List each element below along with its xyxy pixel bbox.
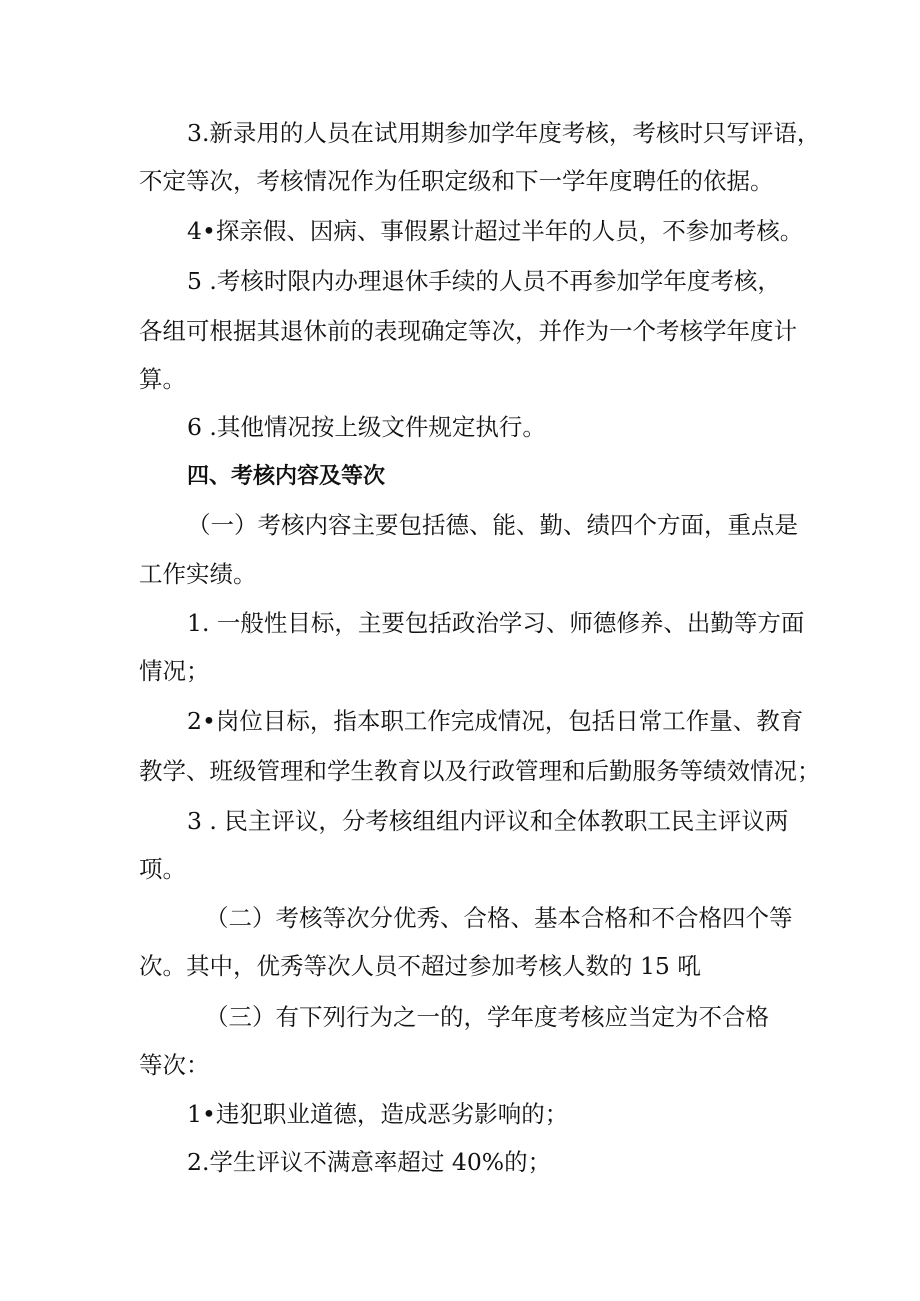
paragraph-line: 3.新录用的人员在试用期参加学年度考核，考核时只写评语， [187, 119, 821, 147]
paragraph-line: 次。其中，优秀等次人员不超过参加考核人数的 15 吼 [139, 952, 701, 980]
paragraph-line: 等次： [139, 1051, 210, 1079]
section-heading: 四、考核内容及等次 [187, 464, 386, 489]
paragraph-line: 工作实绩。 [139, 560, 257, 588]
paragraph-line: 1. 一般性目标，主要包括政治学习、师德修养、出勤等方面 [187, 609, 805, 637]
paragraph-line: 4•探亲假、因病、事假累计超过半年的人员，不参加考核。 [187, 217, 804, 245]
paragraph-line: 3 . 民主评议，分考核组组内评议和全体教职工民主评议两 [187, 807, 789, 835]
paragraph-line: 算。 [139, 365, 186, 393]
paragraph-line: 1•违犯职业道德，造成恶劣影响的； [187, 1100, 569, 1128]
paragraph-line: 6 .其他情况按上级文件规定执行。 [187, 413, 546, 441]
paragraph-line: 项。 [139, 855, 186, 883]
paragraph-line: （一）考核内容主要包括德、能、勤、绩四个方面，重点是 [187, 511, 798, 539]
paragraph-line: 各组可根据其退休前的表现确定等次，并作为一个考核学年度计 [139, 317, 797, 345]
paragraph-line: 2.学生评议不满意率超过 40%的； [187, 1148, 552, 1176]
paragraph-line: （二）考核等次分优秀、合格、基本合格和不合格四个等 [205, 904, 793, 932]
paragraph-line: 2•岗位目标，指本职工作完成情况，包括日常工作量、教育 [187, 707, 804, 735]
paragraph-line: 不定等次，考核情况作为任职定级和下一学年度聘任的依据。 [139, 167, 774, 195]
paragraph-line: 教学、班级管理和学生教育以及行政管理和后勤服务等绩效情况； [139, 757, 821, 785]
paragraph-line: 5 .考核时限内办理退休手续的人员不再参加学年度考核， [187, 267, 781, 295]
paragraph-line: 情况； [139, 657, 210, 685]
paragraph-line: （三）有下列行为之一的，学年度考核应当定为不合格 [205, 1003, 769, 1031]
